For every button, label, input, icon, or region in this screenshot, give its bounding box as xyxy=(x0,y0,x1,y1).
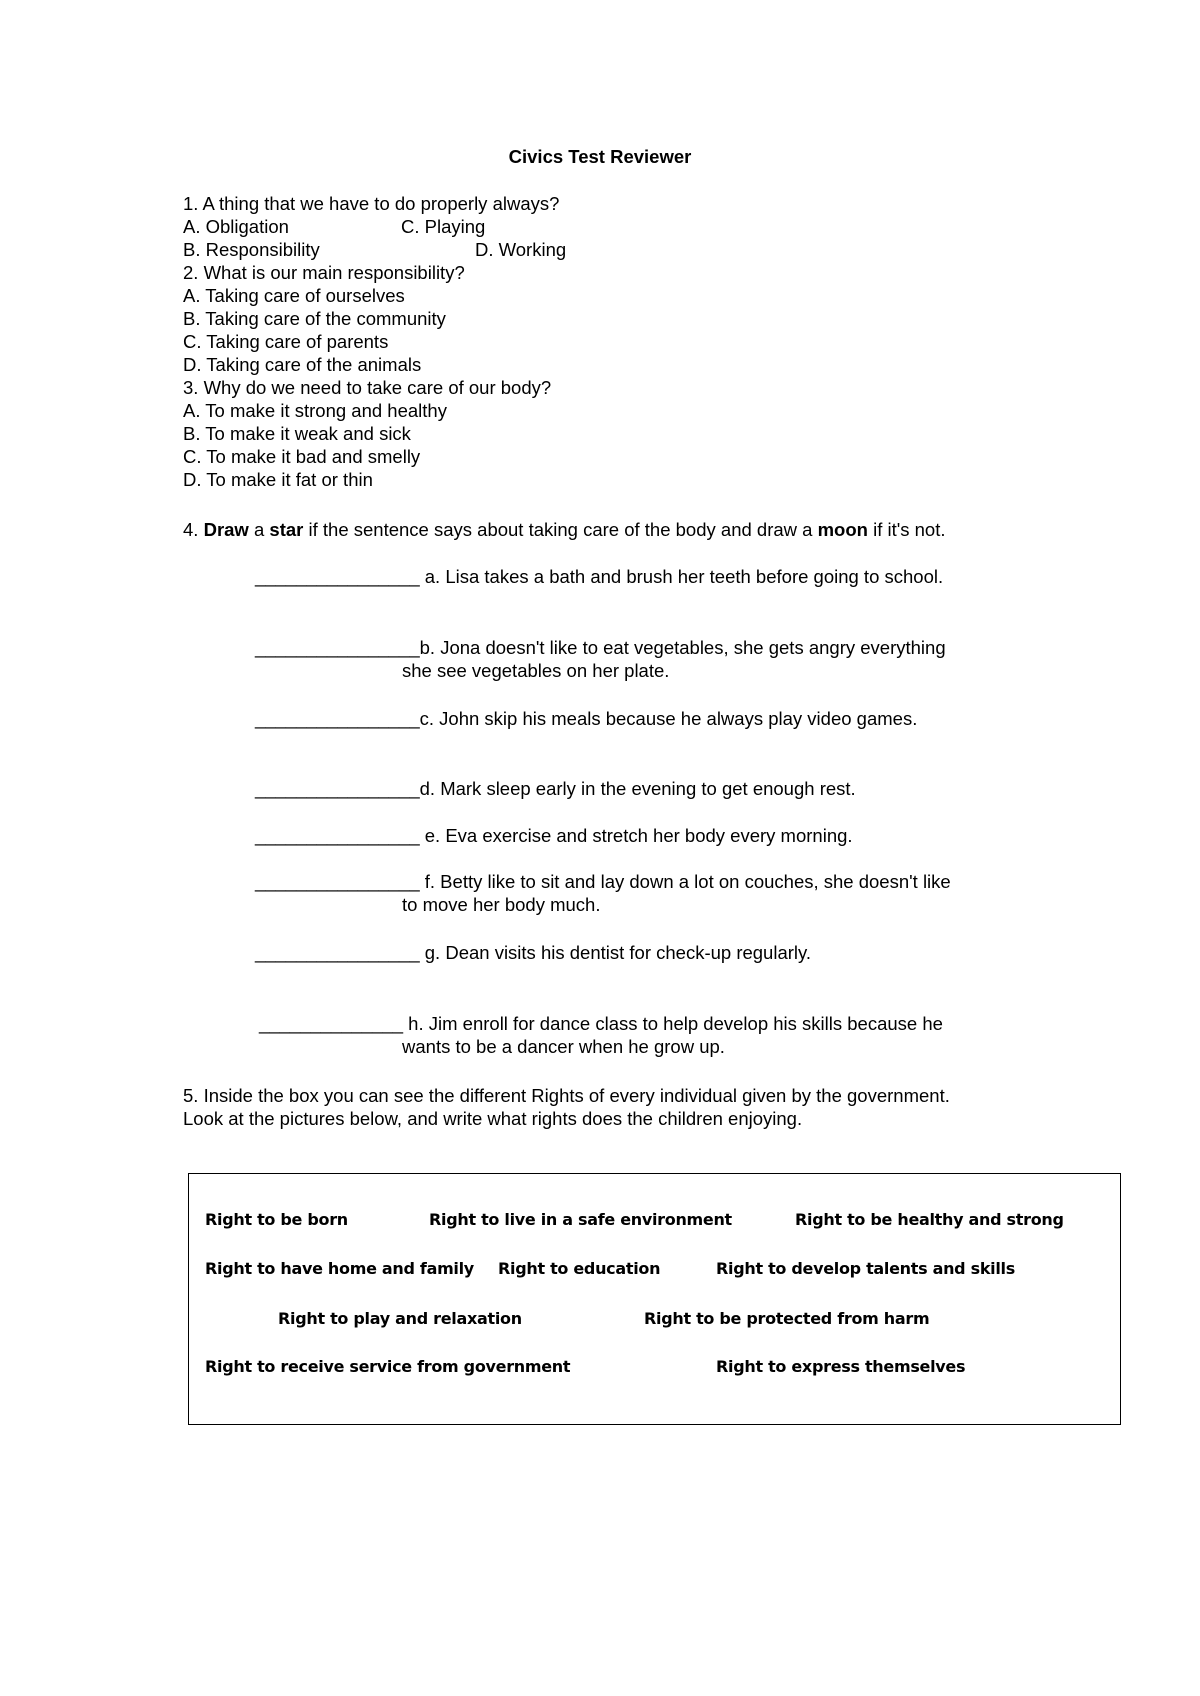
answer-blank: ________________ xyxy=(255,637,420,658)
q1-option-d: D. Working xyxy=(475,239,567,260)
right-healthy-strong: Right to be healthy and strong xyxy=(795,1210,1064,1229)
item-text: d. Mark sleep early in the evening to get enough rest. xyxy=(419,778,856,799)
q4-item-d xyxy=(255,778,856,800)
q4-word-star: star xyxy=(269,519,304,540)
q1-option-a: A. Obligation xyxy=(183,216,289,237)
page-title: Civics Test Reviewer xyxy=(508,146,692,167)
right-to-be-born: Right to be born xyxy=(205,1210,348,1229)
q4-item-c xyxy=(255,708,917,730)
right-express-themselves: Right to express themselves xyxy=(716,1357,966,1376)
q2-option-a: A. Taking care of ourselves xyxy=(183,285,405,306)
question-2: 2. What is our main responsibility? xyxy=(183,262,465,283)
item-text: b. Jona doesn't like to eat vegetables, she gets angry everything xyxy=(419,637,946,658)
q4-item-f-continuation: to move her body much. xyxy=(402,894,601,915)
q3-option-d: D. To make it fat or thin xyxy=(183,469,373,490)
answer-blank: ________________ xyxy=(255,871,420,892)
q2-option-c: C. Taking care of parents xyxy=(183,331,389,352)
right-protected-harm: Right to be protected from harm xyxy=(644,1309,930,1328)
right-service-government: Right to receive service from government xyxy=(205,1357,571,1376)
q4-word-draw: Draw xyxy=(203,519,249,540)
item-text: c. John skip his meals because he always play video games. xyxy=(419,708,918,729)
q3-option-c: C. To make it bad and smelly xyxy=(183,446,421,467)
question-1: 1. A thing that we have to do properly always? xyxy=(183,193,560,214)
answer-blank: ________________ xyxy=(255,708,420,729)
item-text: f. Betty like to sit and lay down a lot on couches, she doesn't like xyxy=(419,871,951,892)
q2-option-b: B. Taking care of the community xyxy=(183,308,446,329)
q4-text-1: a xyxy=(253,519,265,540)
q4-number: 4. xyxy=(183,519,199,540)
q3-option-a: A. To make it strong and healthy xyxy=(183,400,447,421)
question-5-line-1: 5. Inside the box you can see the different Rights of every individual given by the government. xyxy=(183,1085,950,1106)
q4-item-b xyxy=(255,637,946,659)
q1-option-b: B. Responsibility xyxy=(183,239,320,260)
q1-option-c: C. Playing xyxy=(401,216,486,237)
right-home-family: Right to have home and family xyxy=(205,1259,474,1278)
right-talents-skills: Right to develop talents and skills xyxy=(716,1259,1015,1278)
answer-blank: ________________ xyxy=(255,825,420,846)
q4-item-b-continuation: she see vegetables on her plate. xyxy=(402,660,670,681)
item-text: h. Jim enroll for dance class to help develop his skills because he xyxy=(403,1013,943,1034)
q4-item-h xyxy=(259,1013,943,1035)
question-4 xyxy=(183,519,946,541)
item-text: a. Lisa takes a bath and brush her teeth before going to school. xyxy=(419,566,944,587)
q4-text-3: if it's not. xyxy=(873,519,946,540)
right-safe-environment: Right to live in a safe environment xyxy=(429,1210,732,1229)
right-play-relaxation: Right to play and relaxation xyxy=(278,1309,522,1328)
q4-item-f xyxy=(255,871,951,893)
answer-blank: ________________ xyxy=(255,942,420,963)
q3-option-b: B. To make it weak and sick xyxy=(183,423,411,444)
q4-text-2: if the sentence says about taking care of the body and draw a xyxy=(308,519,813,540)
item-text: g. Dean visits his dentist for check-up regularly. xyxy=(419,942,812,963)
answer-blank: ________________ xyxy=(255,566,420,587)
item-text: e. Eva exercise and stretch her body every morning. xyxy=(419,825,853,846)
question-5-line-2: Look at the pictures below, and write what rights does the children enjoying. xyxy=(183,1108,803,1129)
answer-blank: ______________ xyxy=(259,1013,404,1034)
q4-item-g xyxy=(255,942,811,964)
q4-item-e xyxy=(255,825,853,847)
q4-word-moon: moon xyxy=(817,519,868,540)
right-education: Right to education xyxy=(498,1259,661,1278)
question-3: 3. Why do we need to take care of our body? xyxy=(183,377,552,398)
rights-box xyxy=(188,1173,1121,1425)
answer-blank: ________________ xyxy=(255,778,420,799)
q2-option-d: D. Taking care of the animals xyxy=(183,354,422,375)
q4-item-h-continuation: wants to be a dancer when he grow up. xyxy=(402,1036,725,1057)
q4-item-a xyxy=(255,566,943,588)
